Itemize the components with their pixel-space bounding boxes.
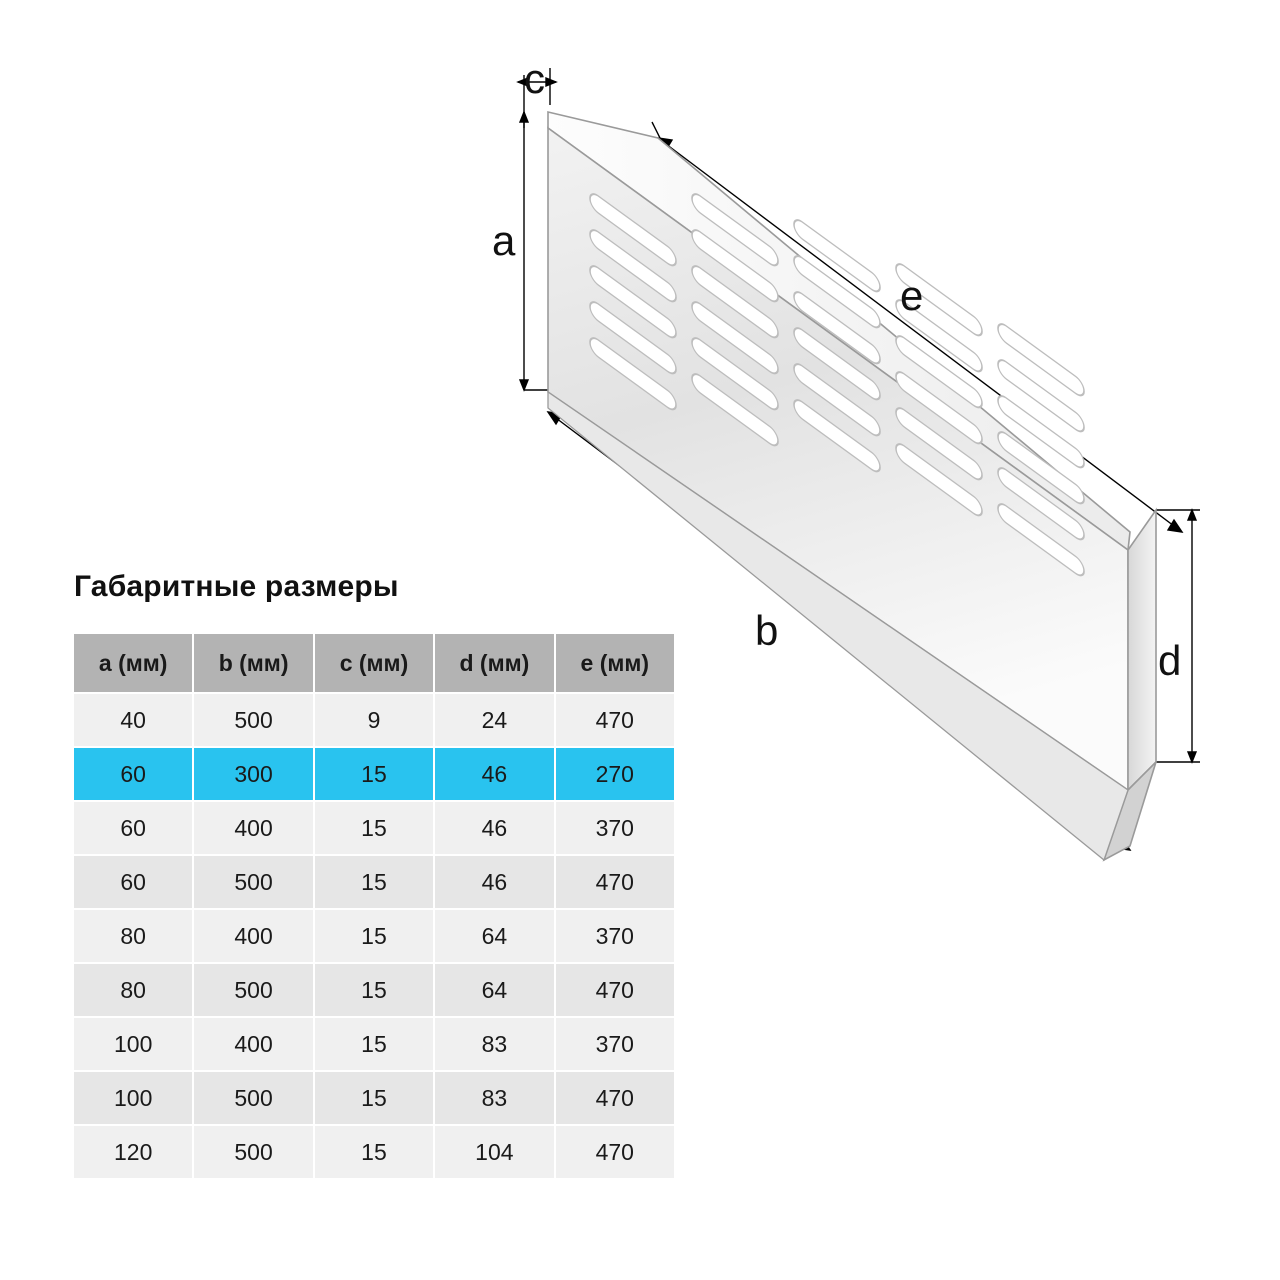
cell-a: 60	[73, 801, 193, 855]
column-header-d: d (мм)	[434, 633, 554, 693]
cell-b: 400	[193, 909, 313, 963]
cell-e: 370	[555, 801, 675, 855]
cell-b: 500	[193, 1125, 313, 1179]
cell-d: 83	[434, 1071, 554, 1125]
cell-b: 300	[193, 747, 313, 801]
cell-d: 64	[434, 963, 554, 1017]
table-row-selected	[73, 747, 675, 801]
cell-b: 500	[193, 963, 313, 1017]
column-header-b: b (мм)	[193, 633, 313, 693]
cell-d: 46	[434, 855, 554, 909]
cell-e: 370	[555, 1017, 675, 1071]
cell-c: 15	[314, 909, 434, 963]
cell-d: 104	[434, 1125, 554, 1179]
cell-e: 470	[555, 1125, 675, 1179]
cell-e: 470	[555, 693, 675, 747]
table-row	[73, 693, 675, 747]
cell-e: 470	[555, 855, 675, 909]
cell-b: 400	[193, 1017, 313, 1071]
table-row	[73, 1125, 675, 1179]
cell-c: 15	[314, 855, 434, 909]
column-header-c: c (мм)	[314, 633, 434, 693]
dimension-label-a: a	[492, 217, 516, 264]
cell-b: 500	[193, 855, 313, 909]
cell-b: 500	[193, 1071, 313, 1125]
dimension-label-e: e	[900, 272, 924, 319]
cell-c: 15	[314, 1017, 434, 1071]
cell-b: 500	[193, 693, 313, 747]
dimension-label-c: c	[524, 55, 545, 102]
dimension-label-b: b	[755, 607, 779, 654]
cell-a: 120	[73, 1125, 193, 1179]
cell-a: 40	[73, 693, 193, 747]
cell-c: 15	[314, 1125, 434, 1179]
cell-e: 370	[555, 909, 675, 963]
cell-a: 60	[73, 855, 193, 909]
dimension-label-d: d	[1158, 637, 1182, 684]
cell-e: 270	[555, 747, 675, 801]
cell-e: 470	[555, 1071, 675, 1125]
table-row	[73, 1017, 675, 1071]
table-row	[73, 963, 675, 1017]
table-header-row	[73, 633, 675, 693]
cell-c: 15	[314, 1071, 434, 1125]
cell-c: 15	[314, 747, 434, 801]
cell-e: 470	[555, 963, 675, 1017]
cell-d: 83	[434, 1017, 554, 1071]
cell-a: 100	[73, 1017, 193, 1071]
cell-a: 80	[73, 963, 193, 1017]
cell-d: 64	[434, 909, 554, 963]
cell-d: 46	[434, 747, 554, 801]
column-header-a: a (мм)	[73, 633, 193, 693]
cell-c: 15	[314, 963, 434, 1017]
cell-c: 9	[314, 693, 434, 747]
table-title: Габаритные размеры	[74, 570, 399, 603]
cell-d: 24	[434, 693, 554, 747]
table-row	[73, 1071, 675, 1125]
cell-d: 46	[434, 801, 554, 855]
table-row	[73, 801, 675, 855]
dimensions-table	[72, 632, 676, 1180]
table-row	[73, 855, 675, 909]
cell-a: 60	[73, 747, 193, 801]
cell-a: 80	[73, 909, 193, 963]
cell-a: 100	[73, 1071, 193, 1125]
cell-c: 15	[314, 801, 434, 855]
table-row	[73, 909, 675, 963]
column-header-e: e (мм)	[555, 633, 675, 693]
dimensions-table-block	[72, 570, 692, 1180]
cell-b: 400	[193, 801, 313, 855]
